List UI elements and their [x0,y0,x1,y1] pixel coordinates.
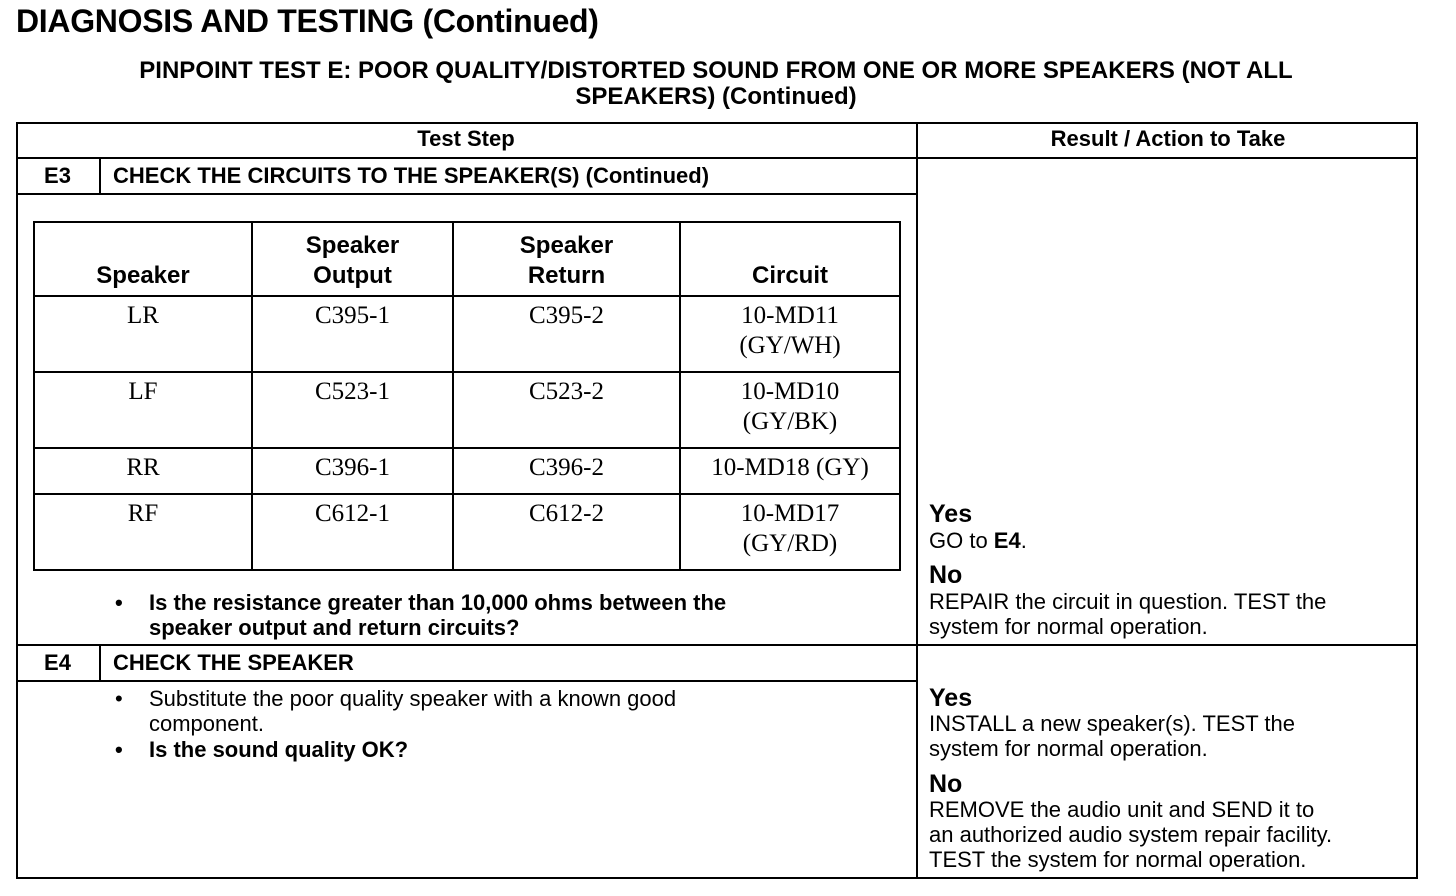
column-header-speaker-return: Speaker Return [453,222,680,296]
e4-question-text: Is the sound quality OK? [149,737,409,762]
cell-return: C396-2 [453,448,680,494]
speaker-circuit-table [33,221,901,571]
cell-output: C612-1 [252,494,453,570]
table-row [34,448,900,494]
header-result: Result / Action to Take [1050,126,1286,151]
cell-speaker: RR [34,448,252,494]
table-row [34,494,900,570]
bullet-icon: • [115,737,123,762]
cell-output: C523-1 [252,372,453,448]
bullet-icon: • [115,590,123,615]
e4-yes-label: Yes [929,684,973,712]
column-divider [916,122,918,879]
step-id-e4: E4 [44,650,71,675]
pinpoint-test-title [16,58,1416,110]
column-header-speaker-output: Speaker Output [252,222,453,296]
pinpoint-test-title-line2: SPEAKERS) (Continued) [575,83,857,110]
table-row [34,372,900,448]
e4-instruction-line1: Substitute the poor quality speaker with a known good [149,686,677,711]
e4-no-label: No [929,770,963,798]
pinpoint-test-title-line1: PINPOINT TEST E: POOR QUALITY/DISTORTED SOUND FROM ONE OR MORE SPEAKERS (NOT ALL [139,57,1293,84]
e3-question [115,590,905,642]
table-row [34,296,900,372]
e4-title-divider [16,680,918,682]
step-divider [16,644,1418,646]
cell-return: C612-2 [453,494,680,570]
page-title: DIAGNOSIS AND TESTING (Continued) [16,3,599,39]
e3-yes-action: GO to E4. [929,528,1027,553]
cell-circuit: 10-MD18 (GY) [680,448,900,494]
cell-output: C396-1 [252,448,453,494]
header-test-step: Test Step [417,126,515,151]
step-title-e4: CHECK THE SPEAKER [113,650,354,675]
cell-speaker: RF [34,494,252,570]
e3-title-divider [16,193,918,195]
e3-no-action: REPAIR the circuit in question. TEST the system for normal operation. [929,589,1327,639]
e4-id-divider [99,644,101,682]
e3-question-line1: Is the resistance greater than 10,000 ohms between the [149,590,727,615]
cell-circuit: 10-MD11 (GY/WH) [680,296,900,372]
cell-return: C395-2 [453,296,680,372]
table-header-row [34,222,900,296]
header-divider [16,157,1418,159]
cell-speaker: LF [34,372,252,448]
cell-circuit: 10-MD17 (GY/RD) [680,494,900,570]
e3-no-label: No [929,561,963,589]
e3-yes-target: E4 [993,528,1021,553]
cell-output: C395-1 [252,296,453,372]
e4-instruction-line2: component. [149,711,264,736]
step-title-e3: CHECK THE CIRCUITS TO THE SPEAKER(S) (Continued) [113,163,710,188]
e4-no-action: REMOVE the audio unit and SEND it to an authorized audio system repair facility. TEST the system for normal operation. [929,797,1333,872]
e4-yes-action: INSTALL a new speaker(s). TEST the system for normal operation. [929,711,1296,761]
column-header-speaker: Speaker [34,222,252,296]
cell-speaker: LR [34,296,252,372]
cell-circuit: 10-MD10 (GY/BK) [680,372,900,448]
e3-yes-label: Yes [929,500,973,528]
e4-instruction [115,686,905,738]
e3-id-divider [99,157,101,195]
e3-question-line2: speaker output and return circuits? [149,615,520,640]
column-header-circuit: Circuit [680,222,900,296]
step-id-e3: E3 [44,163,71,188]
cell-return: C523-2 [453,372,680,448]
bullet-icon: • [115,686,123,711]
e4-question [115,737,905,763]
